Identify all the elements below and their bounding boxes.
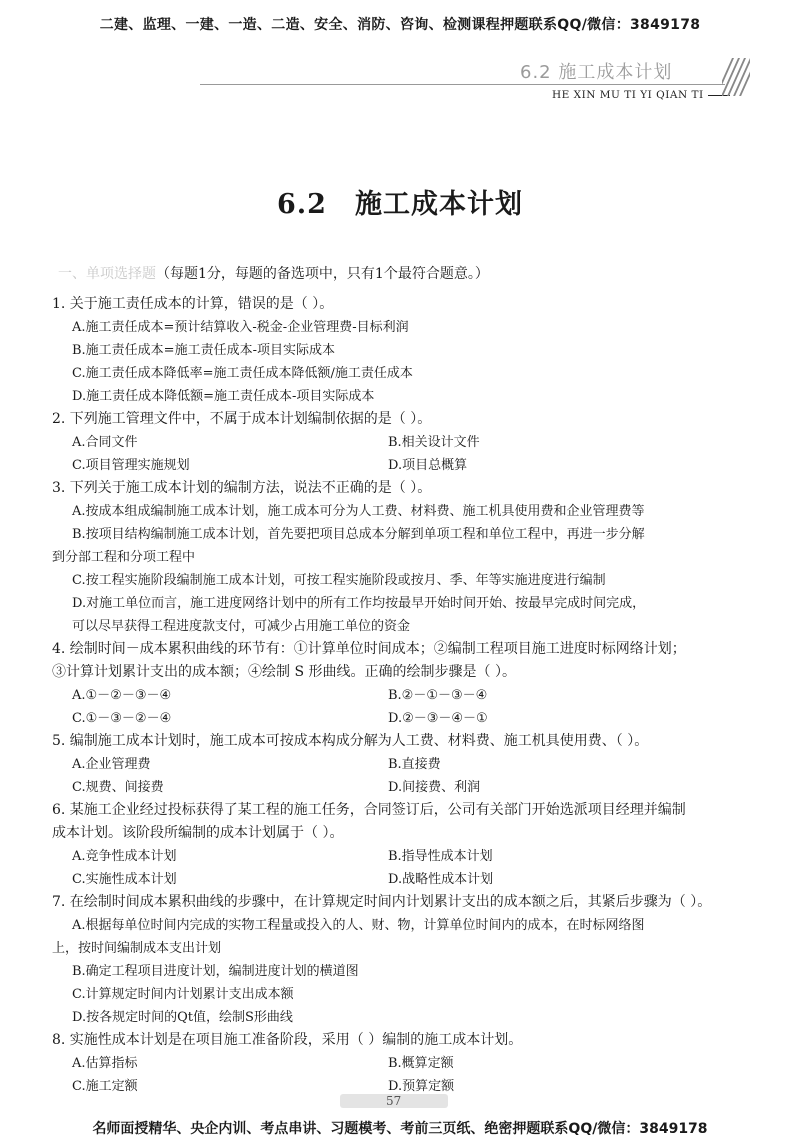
question-stem: 8. 实施性成本计划是在项目施工准备阶段，采用（ ）编制的施工成本计划。 (52, 1032, 523, 1048)
option-a: A.竞争性成本计划 (72, 849, 177, 864)
question-stem: 7. 在绘制时间成本累积曲线的步骤中，在计算规定时间内计划累计支出的成本额之后，其紧后步骤为（ ）。 (52, 894, 712, 910)
question-stem-line-2: ③计算计划累计支出的成本额；④绘制 S 形曲线。正确的绘制步骤是（ ）。 (52, 664, 516, 680)
section-note: （每题1分，每题的备选项中，只有1个最符合题意。） (156, 266, 489, 282)
top-banner: 二建、监理、一建、一造、二造、安全、消防、咨询、检测课程押题联系QQ/微信：3849178 (99, 17, 701, 33)
header-subtitle: HE XIN MU TI YI QIAN TI (552, 89, 730, 101)
question-2 (52, 408, 742, 477)
option-b: B.相关设计文件 (388, 435, 480, 450)
option-b: B.概算定额 (388, 1056, 454, 1071)
section-label: 一、单项选择题 (58, 266, 156, 282)
option-a: A.合同文件 (72, 435, 138, 450)
question-4 (52, 638, 742, 730)
option-b: B.指导性成本计划 (388, 849, 493, 864)
option-c: C.施工定额 (72, 1079, 138, 1094)
question-stem: 1. 关于施工责任成本的计算，错误的是（ ）。 (52, 296, 334, 312)
question-7 (52, 891, 742, 1029)
question-stem-line-1: 6. 某施工企业经过投标获得了某工程的施工任务，合同签订后，公司有关部门开始选派项目经理并编制 (52, 802, 686, 818)
option-a: A.根据每单位时间内完成的实物工程量或投入的人、财、物，计算单位时间内的成本，在时标网络图 (72, 918, 645, 933)
option-d: D.项目总概算 (388, 458, 468, 473)
question-stem: 3. 下列关于施工成本计划的编制方法，说法不正确的是（ ）。 (52, 480, 432, 496)
bottom-banner: 名师面授精华、央企内训、考点串讲、习题模考、考前三页纸、绝密押题联系QQ/微信：3849178 (92, 1121, 708, 1137)
header-section-title: 6.2 施工成本计划 (520, 62, 673, 83)
question-stem-line-2: 成本计划。该阶段所编制的成本计划属于（ ）。 (52, 825, 344, 841)
section-heading (58, 263, 489, 283)
option-d-continued: 可以尽早获得工程进度款支付，可减少占用施工单位的资金 (72, 619, 411, 634)
option-a: A.按成本组成编制施工成本计划，施工成本可分为人工费、材料费、施工机具使用费和企业管理费等 (72, 504, 645, 519)
option-d: D.②－③－④－① (388, 711, 488, 726)
question-5 (52, 730, 742, 799)
option-a: A.估算指标 (72, 1056, 138, 1071)
question-8 (52, 1029, 742, 1098)
header-rule (200, 84, 725, 85)
question-3 (52, 477, 742, 638)
option-d: D.按各规定时间的Qt值，绘制S形曲线 (72, 1010, 293, 1025)
question-stem: 5. 编制施工成本计划时，施工成本可按成本构成分解为人工费、材料费、施工机具使用费、（ ）。 (52, 733, 649, 749)
option-b: B.确定工程项目进度计划，编制进度计划的横道图 (72, 964, 359, 979)
option-d: D.施工责任成本降低额=施工责任成本-项目实际成本 (72, 389, 375, 404)
option-b: B.直接费 (388, 757, 441, 772)
option-c: C.施工责任成本降低率=施工责任成本降低额/施工责任成本 (72, 366, 413, 381)
option-c: C.①－③－②－④ (72, 711, 172, 726)
option-c: C.按工程实施阶段编制施工成本计划，可按工程实施阶段或按月、季、年等实施进度进行编制 (72, 573, 606, 588)
option-c: C.计算规定时间内计划累计支出成本额 (72, 987, 294, 1002)
question-1 (52, 293, 742, 408)
option-b: B.②－①－③－④ (388, 688, 488, 703)
question-stem: 2. 下列施工管理文件中，不属于成本计划编制依据的是（ ）。 (52, 411, 432, 427)
option-d: D.预算定额 (388, 1079, 455, 1094)
header-stripes-decoration (722, 58, 750, 96)
option-d: D.间接费、利润 (388, 780, 481, 795)
option-a: A.企业管理费 (72, 757, 151, 772)
option-b-continued: 到分部工程和分项工程中 (52, 550, 196, 565)
question-stem-line-1: 4. 绘制时间－成本累积曲线的环节有：①计算单位时间成本；②编制工程项目施工进度时标网络计划； (52, 641, 686, 657)
option-c: C.规费、间接费 (72, 780, 164, 795)
page-number: 57 (386, 1094, 402, 1108)
option-a: A.①－②－③－④ (72, 688, 172, 703)
option-b: B.施工责任成本=施工责任成本-项目实际成本 (72, 343, 335, 358)
option-c: C.实施性成本计划 (72, 872, 177, 887)
option-d: D.对施工单位而言，施工进度网络计划中的所有工作均按最早开始时间开始、按最早完成时间完成， (72, 596, 646, 611)
page-title: 6.2 施工成本计划 (277, 189, 523, 220)
option-b: B.按项目结构编制施工成本计划，首先要把项目总成本分解到单项工程和单位工程中，再进一步分解 (72, 527, 645, 542)
option-d: D.战略性成本计划 (388, 872, 494, 887)
option-a: A.施工责任成本=预计结算收入-税金-企业管理费-目标利润 (72, 320, 409, 335)
question-6 (52, 799, 742, 891)
question-list (52, 293, 742, 1098)
option-c: C.项目管理实施规划 (72, 458, 190, 473)
option-a-continued: 上，按时间编制成本支出计划 (52, 941, 222, 956)
